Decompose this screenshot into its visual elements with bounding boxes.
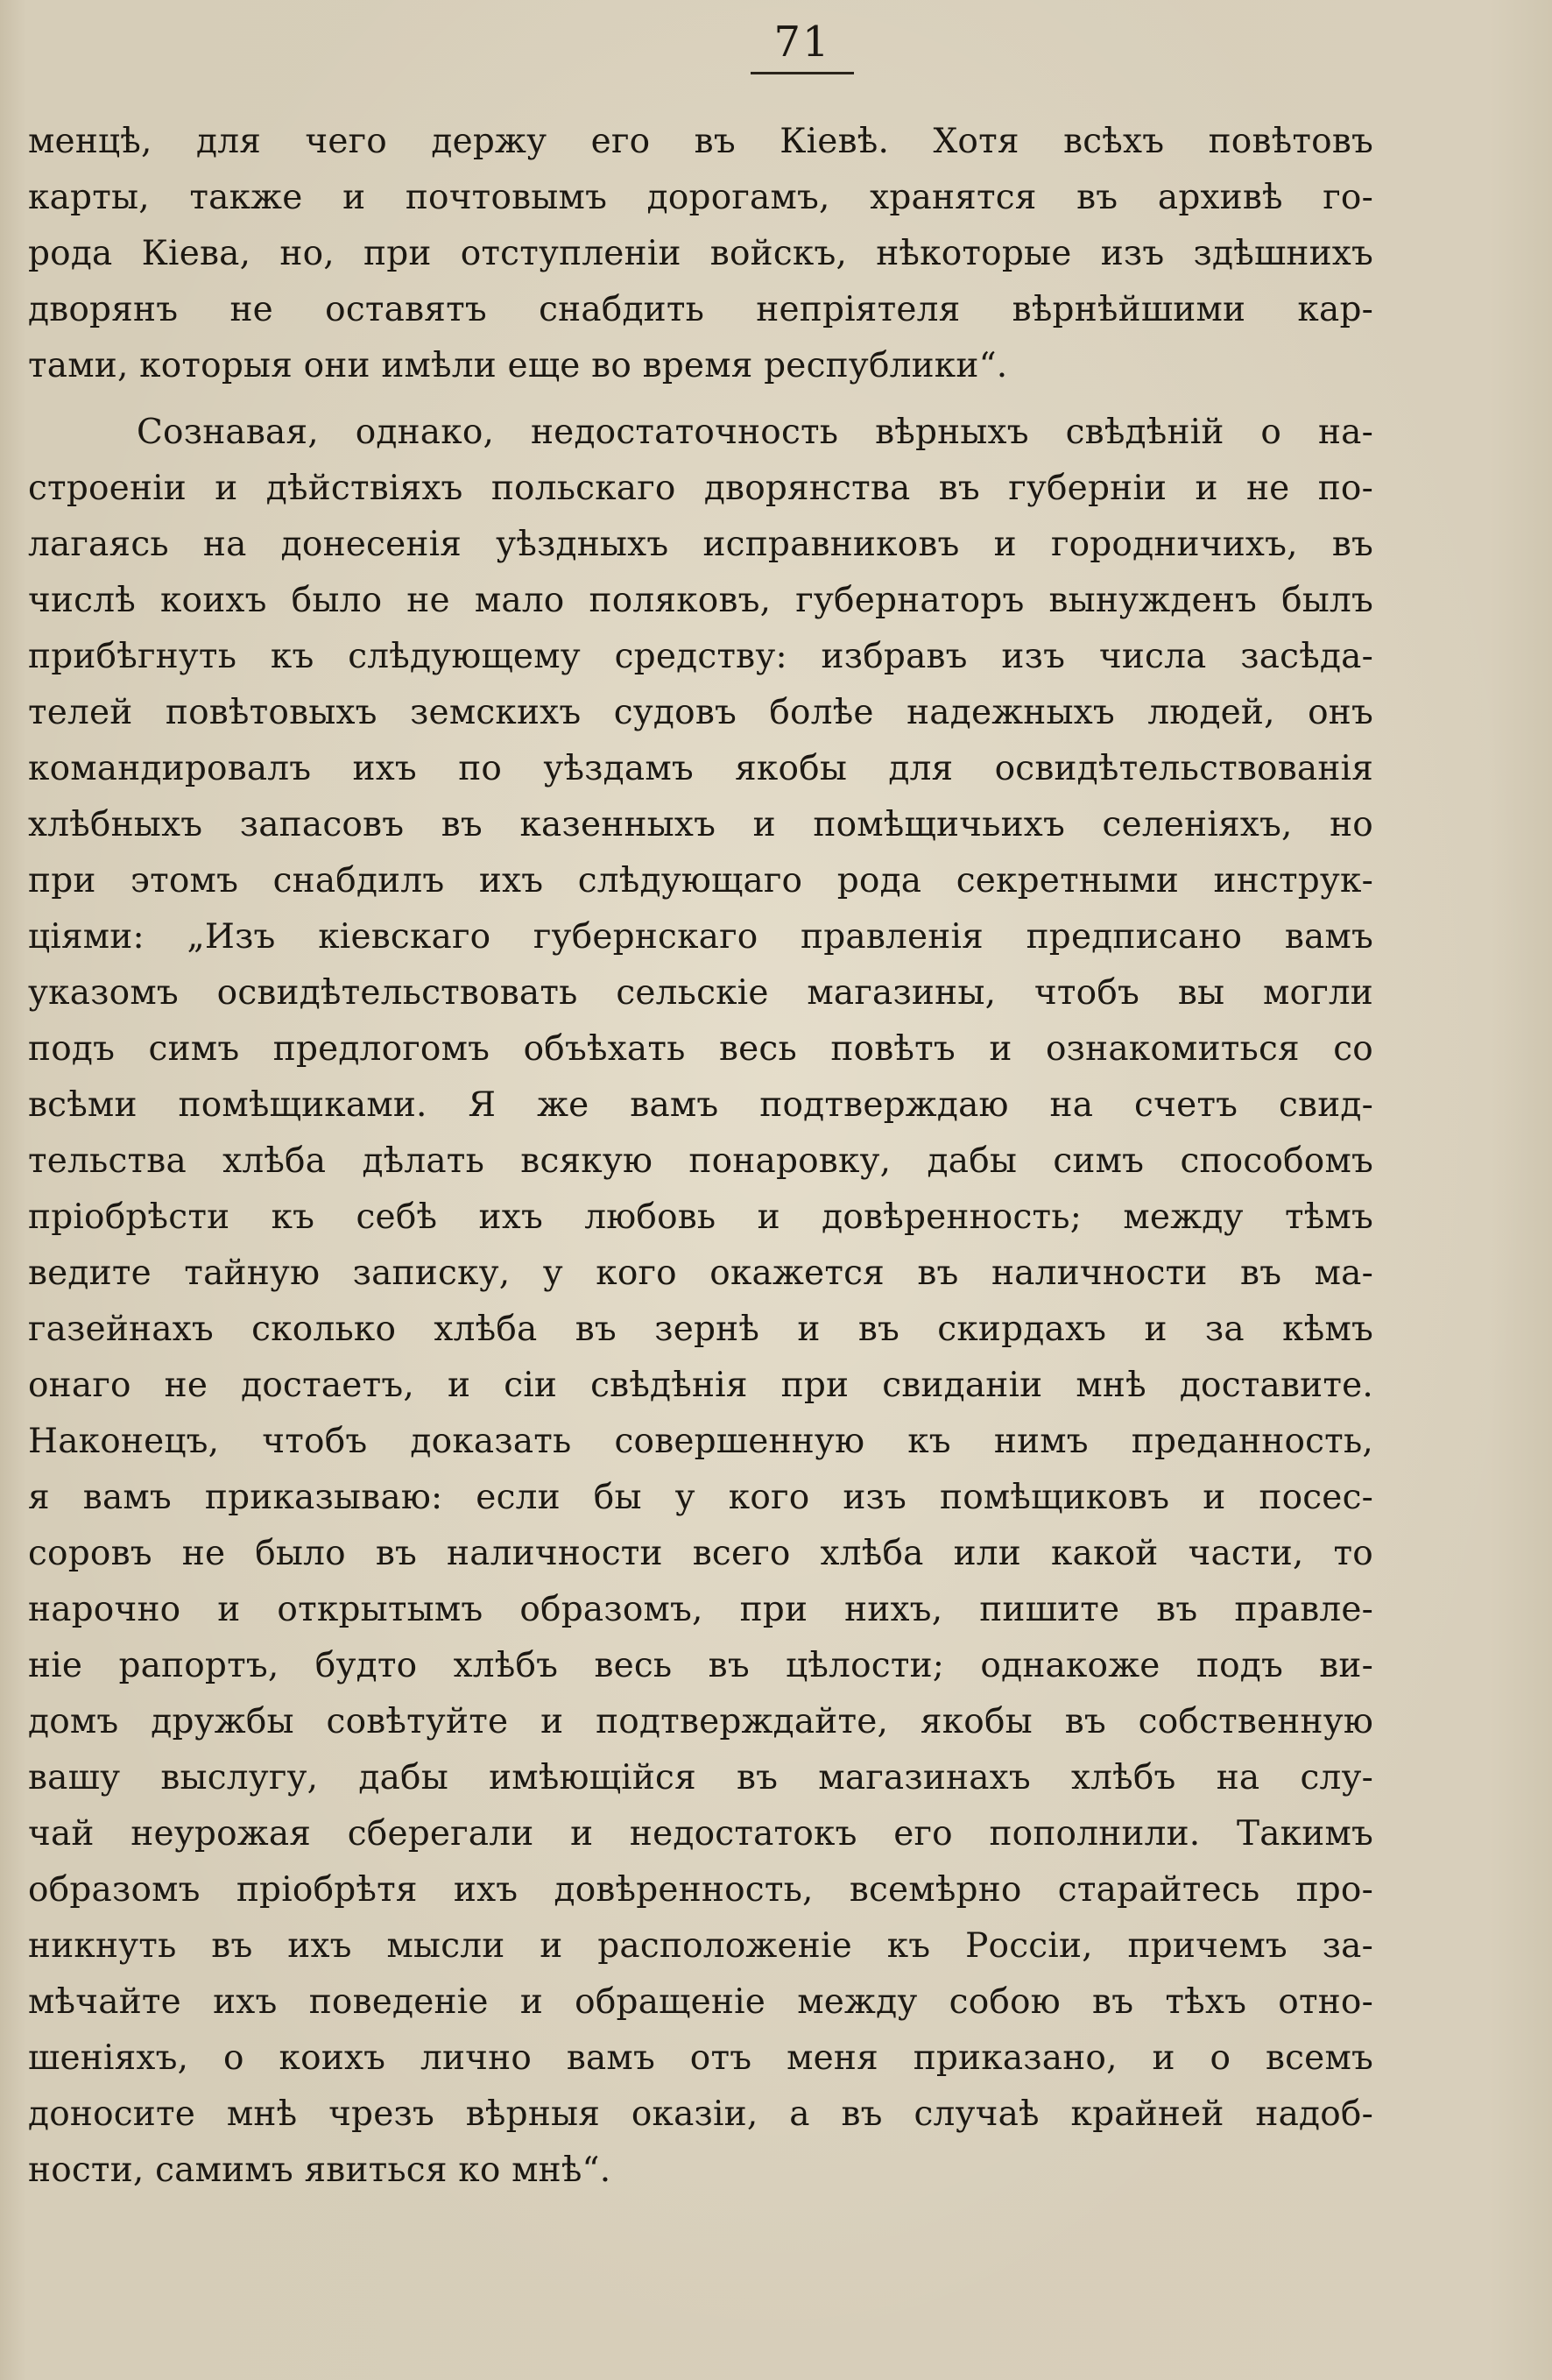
text-line: ціями: „Изъ кіевскаго губернскаго правленія предписано вамъ bbox=[28, 917, 1373, 957]
text-line: домъ дружбы совѣтуйте и подтверждайте, якобы въ собственную bbox=[28, 1702, 1373, 1741]
text-line: карты, также и почтовымъ дорогамъ, хранятся въ архивѣ го- bbox=[28, 178, 1373, 217]
text-line: никнуть въ ихъ мысли и расположеніе къ Россіи, причемъ за- bbox=[28, 1926, 1373, 1966]
text-line: онаго не достаетъ, и сіи свѣдѣнія при свиданіи мнѣ доставите. bbox=[28, 1366, 1373, 1405]
text-line: шеніяхъ, о коихъ лично вамъ отъ меня приказано, и о всемъ bbox=[28, 2038, 1373, 2078]
text-line: командировалъ ихъ по уѣздамъ якобы для освидѣтельствованія bbox=[28, 749, 1373, 788]
text-line: Наконецъ, чтобъ доказать совершенную къ нимъ преданность, bbox=[28, 1422, 1373, 1461]
text-line: образомъ пріобрѣтя ихъ довѣренность, всемѣрно старайтесь про- bbox=[28, 1870, 1373, 1910]
text-line: строеніи и дѣйствіяхъ польскаго дворянства въ губерніи и не по- bbox=[28, 469, 1373, 508]
text-line: мѣчайте ихъ поведеніе и обращеніе между собою въ тѣхъ отно- bbox=[28, 1982, 1373, 2022]
text-line: подъ симъ предлогомъ объѣхать весь повѣтъ и ознакомиться со bbox=[28, 1029, 1373, 1069]
text-line: лагаясь на донесенія уѣздныхъ исправниковъ и городничихъ, въ bbox=[28, 525, 1373, 564]
body-text bbox=[28, 114, 1373, 2199]
text-line: чай неурожая сберегали и недостатокъ его пополнили. Такимъ bbox=[28, 1814, 1373, 1854]
text-line: числѣ коихъ было не мало поляковъ, губернаторъ вынужденъ былъ bbox=[28, 581, 1373, 620]
text-line: всѣми помѣщиками. Я же вамъ подтверждаю на счетъ свид- bbox=[28, 1085, 1373, 1125]
text-line: доносите мнѣ чрезъ вѣрныя оказіи, а въ случаѣ крайней надоб- bbox=[28, 2094, 1373, 2134]
page-header bbox=[0, 16, 1552, 74]
text-line: ности, самимъ явиться ко мнѣ“. bbox=[28, 2150, 611, 2190]
text-line: указомъ освидѣтельствовать сельскіе магазины, чтобъ вы могли bbox=[28, 973, 1373, 1013]
text-line: нарочно и открытымъ образомъ, при нихъ, пишите въ правле- bbox=[28, 1590, 1373, 1629]
text-line: рода Кіева, но, при отступленіи войскъ, нѣкоторые изъ здѣшнихъ bbox=[28, 234, 1373, 273]
text-line: телей повѣтовыхъ земскихъ судовъ болѣе надежныхъ людей, онъ bbox=[28, 693, 1373, 732]
page-number: 71 bbox=[751, 16, 853, 74]
paragraph-1 bbox=[28, 114, 1373, 394]
text-line: вашу выслугу, дабы имѣющійся въ магазинахъ хлѣбъ на слу- bbox=[28, 1758, 1373, 1797]
text-line: менцѣ, для чего держу его въ Кіевѣ. Хотя всѣхъ повѣтовъ bbox=[28, 122, 1373, 161]
text-line: Сознавая, однако, недостаточность вѣрныхъ свѣдѣній о на- bbox=[137, 413, 1373, 452]
text-line: тельства хлѣба дѣлать всякую понаровку, дабы симъ способомъ bbox=[28, 1141, 1373, 1181]
text-line: дворянъ не оставятъ снабдить непріятеля вѣрнѣйшими кар- bbox=[28, 290, 1373, 329]
text-line: прибѣгнуть къ слѣдующему средству: избравъ изъ числа засѣда- bbox=[28, 637, 1373, 676]
text-line: хлѣбныхъ запасовъ въ казенныхъ и помѣщичьихъ селеніяхъ, но bbox=[28, 805, 1373, 844]
text-line: пріобрѣсти къ себѣ ихъ любовь и довѣренность; между тѣмъ bbox=[28, 1197, 1373, 1237]
text-line: я вамъ приказываю: если бы у кого изъ помѣщиковъ и посес- bbox=[28, 1478, 1373, 1517]
text-line: соровъ не было въ наличности всего хлѣба или какой части, то bbox=[28, 1534, 1373, 1573]
text-line: ведите тайную записку, у кого окажется въ наличности въ ма- bbox=[28, 1254, 1373, 1293]
text-line: при этомъ снабдилъ ихъ слѣдующаго рода секретными инструк- bbox=[28, 861, 1373, 900]
text-line: тами, которыя они имѣли еще во время республики“. bbox=[28, 346, 1008, 385]
text-line: газейнахъ сколько хлѣба въ зернѣ и въ скирдахъ и за кѣмъ bbox=[28, 1310, 1373, 1349]
text-line: ніе рапортъ, будто хлѣбъ весь въ цѣлости; однакоже подъ ви- bbox=[28, 1646, 1373, 1685]
paragraph-2 bbox=[28, 405, 1373, 2199]
